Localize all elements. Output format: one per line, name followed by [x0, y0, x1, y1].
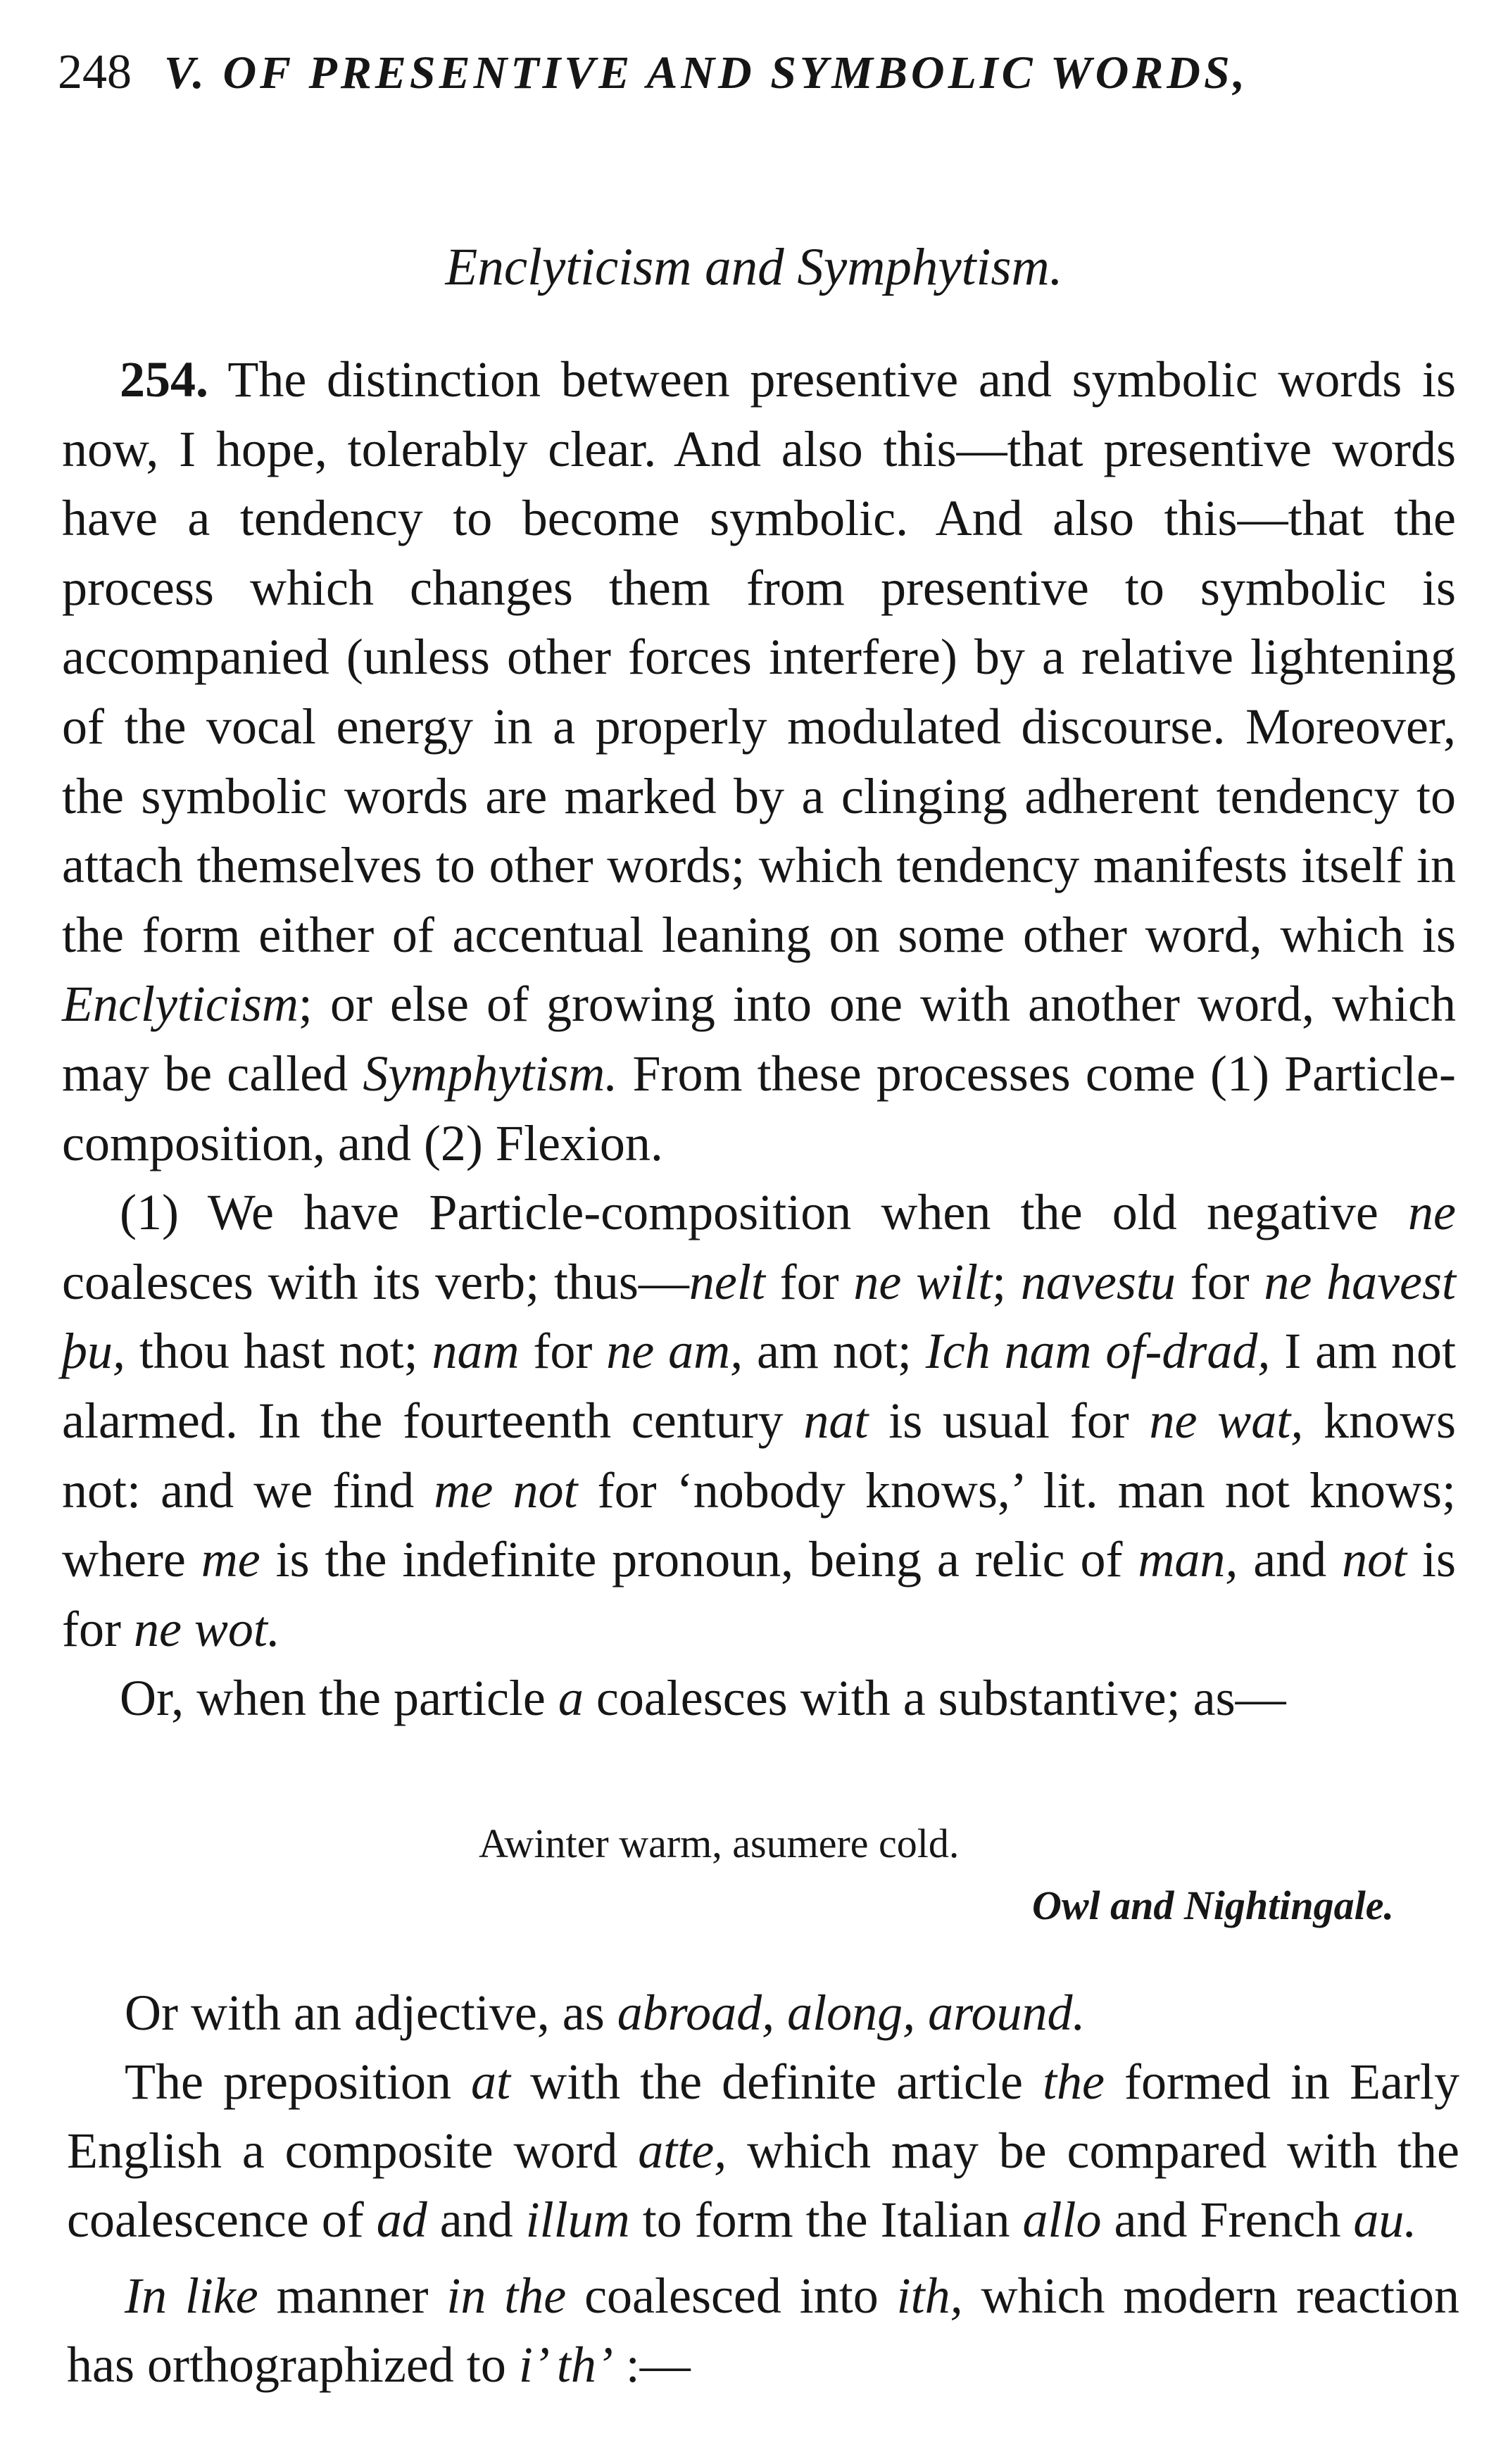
italic-term: atte, [638, 2123, 727, 2179]
italic-term: navestu [1020, 1253, 1176, 1310]
text-run: which may be compared with the coalescence of [67, 2123, 1459, 2248]
italic-term: i’ th’ [518, 2337, 613, 2393]
text-run: I am not alarmed. In the fourteenth century [62, 1323, 1457, 1449]
italic-term: man, [1138, 1531, 1238, 1588]
text-run: is usual for [868, 1392, 1150, 1449]
paragraph-particle-a [62, 1664, 1456, 1733]
italic-term: Symphytism. [363, 1045, 618, 1102]
italic-term: ne wot. [133, 1600, 280, 1657]
section-title: Enclyticism and Symphytism. [445, 238, 1063, 296]
italic-term: au. [1353, 2192, 1417, 2248]
italic-term: ne [1408, 1184, 1456, 1241]
text-run: which modern reaction has orthographized to [67, 2268, 1459, 2393]
paragraph-adjective [67, 1978, 1459, 2047]
italic-term: In like [125, 2268, 258, 2324]
italic-term: ad [376, 2192, 427, 2248]
text-run: and [427, 2192, 526, 2248]
italic-term: ne wat, [1149, 1392, 1304, 1449]
text-run: with the definite article [510, 2054, 1043, 2110]
quoted-verse: Awinter warm, asumere cold. [479, 1821, 960, 1866]
page-number: 248 [58, 45, 132, 99]
text-run: for ‘nobody knows,’ lit. man not knows; where [62, 1462, 1456, 1588]
text-run: is for [62, 1531, 1456, 1657]
page-header [58, 34, 1395, 111]
text-run: Or, when the particle [120, 1670, 558, 1727]
paragraph-preposition [67, 2047, 1459, 2254]
italic-term: not [1342, 1531, 1407, 1588]
text-run: am not; [743, 1323, 926, 1380]
text-run: coalesces with its verb; thus— [62, 1253, 689, 1310]
italic-term: a [558, 1670, 584, 1727]
italic-term: ne havest þu, [62, 1253, 1457, 1380]
text-run: The distinction between presentive and symbolic words is now, I hope, tolerably clear. And also this—that presentive words have a tendency to become symbolic. And also this—that the process which changes them from presentive to symbolic is accompanied (unless other forces interfere) by a relative lightening of the vocal energy in a properly modulated discourse. Moreover, the symbolic words are marked by a clinging adherent tendency to attach themselves to other words; which tendency manifests itself in the form either of accentual leaning on some other word, which is [62, 351, 1456, 963]
italic-term: me [201, 1531, 260, 1588]
italic-term: abroad, along, around. [617, 1985, 1086, 2041]
text-run: to form the Italian [629, 2192, 1023, 2248]
text-run: (1) We have Particle-composition when the old negative [120, 1184, 1409, 1241]
paragraph-in-like-manner [67, 2261, 1459, 2399]
text-run: Or with an adjective, as [125, 1985, 617, 2041]
text-run: From these processes come (1) Particle-composition, and (2) Flexion. [62, 1045, 1456, 1171]
text-run: :— [612, 2337, 691, 2393]
text-run: coalesces with a substantive; as— [583, 1670, 1286, 1727]
verse-quotation [479, 1813, 1394, 1937]
text-run: coalesced into [566, 2268, 897, 2324]
text-run: and [1238, 1531, 1343, 1588]
italic-term: Ich nam of-drad, [925, 1323, 1271, 1380]
italic-term: nam [432, 1323, 520, 1380]
italic-term: Enclyticism [62, 976, 299, 1033]
text-run: knows not: and we find [62, 1392, 1457, 1519]
paragraph-number: 254. [120, 351, 208, 408]
quote-source: Owl and Nightingale. [1031, 1882, 1394, 1928]
paragraph-254 [62, 345, 1456, 1178]
text-run: for [519, 1323, 607, 1380]
italic-term: allo [1022, 2192, 1102, 2248]
italic-term: illum [525, 2192, 630, 2248]
text-run: ; or else of growing into one with another word, which may be called [62, 976, 1456, 1102]
italic-term: ith, [896, 2268, 963, 2324]
italic-term: the [1043, 2054, 1105, 2110]
text-run: ; [992, 1253, 1021, 1310]
italic-term: at [471, 2054, 511, 2110]
text-run: formed in Early English a composite word [67, 2054, 1459, 2179]
main-text [62, 345, 1456, 1733]
text-run: for [1175, 1253, 1264, 1310]
text-run: for [765, 1253, 854, 1310]
text-run: The preposition [125, 2054, 472, 2110]
italic-term: ne wilt [853, 1253, 993, 1310]
text-run: thou hast not; [125, 1323, 432, 1380]
italic-term: me not [434, 1462, 578, 1519]
italic-term: nat [803, 1392, 869, 1449]
paragraph-particle-composition [62, 1178, 1456, 1664]
italic-term: nelt [689, 1253, 765, 1310]
text-run: and French [1101, 2192, 1354, 2248]
italic-term: in the [446, 2268, 567, 2324]
text-run: manner [258, 2268, 447, 2324]
main-text-continued [67, 1978, 1459, 2399]
running-head: V. OF PRESENTIVE AND SYMBOLIC WORDS, [164, 47, 1249, 99]
italic-term: ne am, [606, 1323, 743, 1380]
text-run: is the indefinite pronoun, being a relic of [260, 1531, 1138, 1588]
